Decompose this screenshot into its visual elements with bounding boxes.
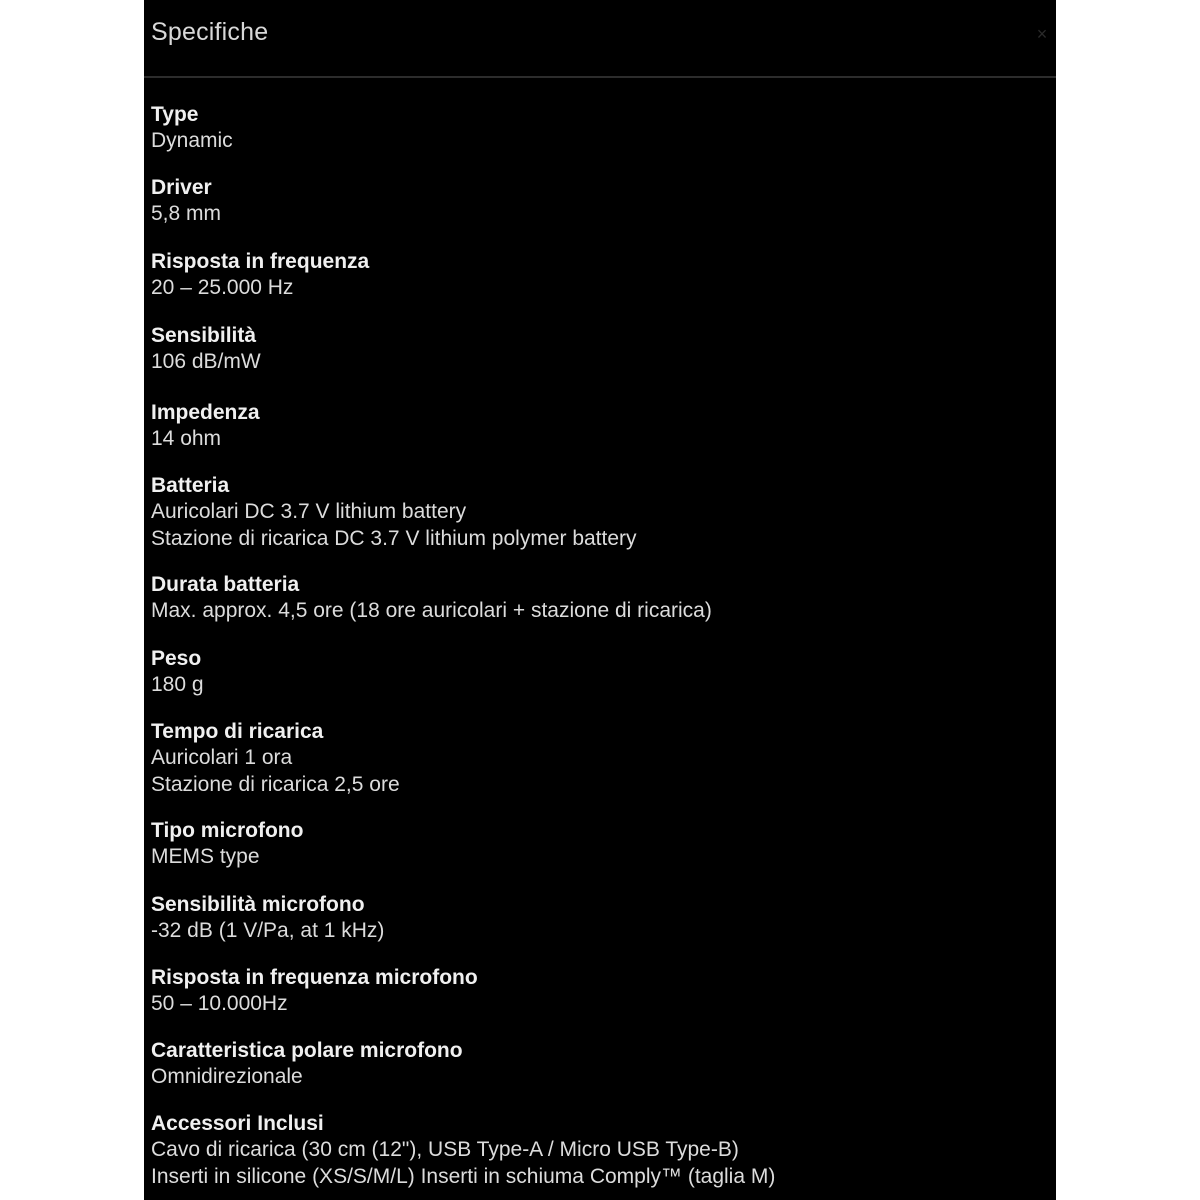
spec-value: Max. approx. 4,5 ore (18 ore auricolari + stazione di ricarica): [151, 599, 712, 622]
spec-item-sensitivity: [151, 323, 261, 376]
spec-value: Omnidirezionale: [151, 1065, 303, 1088]
spec-value: Inserti in silicone (XS/S/M/L) Inserti in schiuma Comply™ (taglia M): [151, 1164, 776, 1188]
spec-value: Dynamic: [151, 129, 233, 152]
spec-value: Auricolari DC 3.7 V lithium battery: [151, 500, 467, 523]
spec-label: Driver: [151, 176, 212, 199]
spec-label: Risposta in frequenza microfono: [151, 966, 478, 989]
panel-header: [144, 0, 1056, 76]
spec-item-included-accessories: [151, 1111, 775, 1190]
spec-label: Impedenza: [151, 401, 260, 424]
spec-item-battery: [151, 473, 637, 552]
spec-value: 5,8 mm: [151, 202, 222, 225]
panel-title: Specifiche: [151, 18, 269, 46]
spec-value: Cavo di ricarica (30 cm (12"), USB Type-A / Micro USB Type-B): [151, 1138, 739, 1161]
spec-value: -32 dB (1 V/Pa, at 1 kHz): [151, 919, 385, 942]
spec-value: Auricolari 1 ora: [151, 746, 293, 769]
spec-label: Batteria: [151, 474, 230, 497]
spec-value: MEMS type: [151, 845, 260, 868]
spec-value: 106 dB/mW: [151, 350, 261, 373]
spec-item-impedance: [151, 400, 260, 453]
spec-value: 180 g: [151, 673, 204, 696]
spec-label: Tipo microfono: [151, 819, 304, 842]
header-divider: [144, 76, 1056, 78]
spec-item-driver: [151, 175, 221, 228]
spec-label: Durata batteria: [151, 573, 300, 596]
spec-label: Sensibilità microfono: [151, 893, 365, 916]
spec-value: 14 ohm: [151, 427, 222, 450]
spec-item-microphone-type: [151, 818, 303, 871]
spec-item-battery-life: [151, 572, 712, 625]
spec-item-microphone-frequency-response: [151, 965, 478, 1018]
spec-value: Stazione di ricarica DC 3.7 V lithium polymer battery: [151, 526, 637, 550]
spec-label: Caratteristica polare microfono: [151, 1039, 463, 1062]
spec-label: Sensibilità: [151, 324, 257, 347]
spec-item-type: [151, 102, 233, 155]
close-icon[interactable]: ×: [1036, 24, 1048, 44]
spec-label: Accessori Inclusi: [151, 1112, 324, 1135]
spec-label: Type: [151, 103, 199, 126]
spec-item-weight: [151, 646, 204, 699]
spec-item-charging-time: [151, 719, 400, 798]
spec-value: 20 – 25.000 Hz: [151, 276, 294, 299]
spec-value: 50 – 10.000Hz: [151, 992, 288, 1015]
specifications-panel: [144, 0, 1056, 1200]
spec-label: Peso: [151, 647, 202, 670]
spec-value: Stazione di ricarica 2,5 ore: [151, 772, 400, 796]
spec-label: Risposta in frequenza: [151, 250, 370, 273]
spec-item-microphone-polar-pattern: [151, 1038, 463, 1091]
spec-item-frequency-response: [151, 249, 369, 302]
spec-label: Tempo di ricarica: [151, 720, 324, 743]
spec-item-microphone-sensitivity: [151, 892, 384, 945]
